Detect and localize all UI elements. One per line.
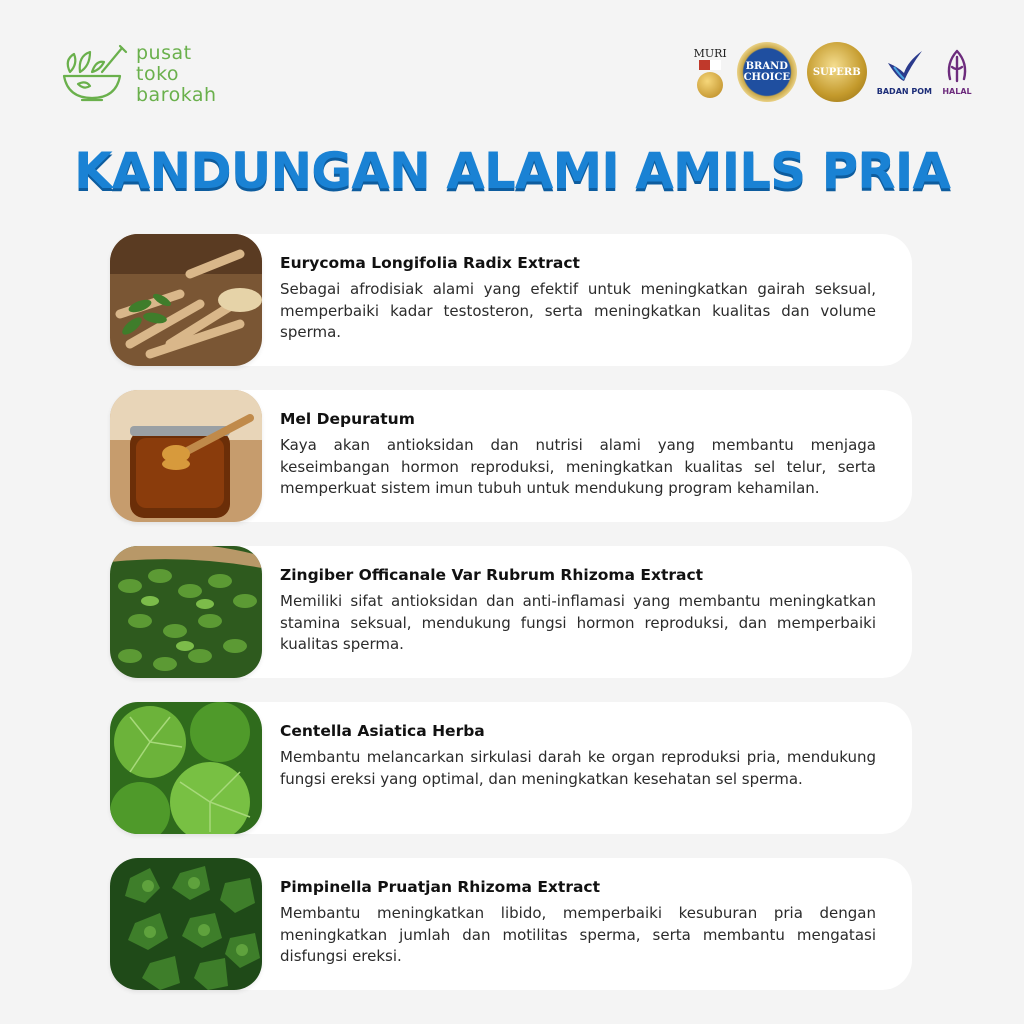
bpom-check-icon [884, 49, 924, 85]
tongkat-ali-roots-image [110, 234, 262, 366]
brand-line-2: toko [136, 62, 180, 85]
medal-icon [697, 72, 723, 98]
muri-badge [694, 47, 727, 98]
mortar-leaf-icon [56, 42, 128, 106]
certification-badges [694, 42, 972, 102]
ingredient-name: Zingiber Officanale Var Rubrum Rhizoma Extract [280, 566, 704, 584]
ingredient-name: Mel Depuratum [280, 410, 415, 428]
ingredient-card [110, 234, 912, 366]
halal-label: HALAL [942, 86, 972, 96]
ingredient-description: Kaya akan antioksidan dan nutrisi alami yang membantu menjaga keseimbangan hormon reproduksi, meningkatkan kualitas sel telur, serta memperkuat sistem imun tubuh untuk mendukung program kehamilan. [280, 436, 876, 497]
superb-badge: SUPERB [807, 42, 867, 102]
ingredient-name: Eurycoma Longifolia Radix Extract [280, 254, 580, 272]
brand-line-3: barokah [136, 83, 217, 106]
brand-line-1: pusat [136, 41, 192, 64]
ingredient-card [110, 702, 912, 834]
ingredient-description: Membantu melancarkan sirkulasi darah ke organ reproduksi pria, mendukung fungsi ereksi yang optimal, dan meningkatkan kesehatan sel sperma. [280, 748, 876, 788]
halal-icon [942, 49, 972, 87]
ingredient-name: Centella Asiatica Herba [280, 722, 485, 740]
honey-jar-image [110, 390, 262, 522]
ingredient-description: Memiliki sifat antioksidan dan anti-inflamasi yang membantu meningkatkan stamina seksual, mendukung fungsi hormon reproduksi, dan memperbaiki kualitas sperma. [280, 592, 876, 653]
bpom-badge [877, 49, 932, 96]
ingredient-name: Pimpinella Pruatjan Rhizoma Extract [280, 878, 601, 896]
ingredient-card [110, 546, 912, 678]
bpom-label: BADAN POM [876, 86, 932, 96]
muri-label: MURI [693, 46, 727, 60]
brand-logo [56, 42, 217, 106]
gotu-kola-leaves-image [110, 702, 262, 834]
green-leaves-basket-image [110, 546, 262, 678]
ingredient-card [110, 858, 912, 990]
ingredient-description: Membantu meningkatkan libido, memperbaiki kesuburan pria dengan meningkatkan jumlah dan motilitas sperma, serta membantu mengatasi disfungsi ereksi. [280, 904, 876, 965]
page-title: KANDUNGAN ALAMI AMILS PRIA [73, 142, 951, 200]
brand-choice-badge: BRAND CHOICE [737, 42, 797, 102]
ingredient-card [110, 390, 912, 522]
halal-badge [942, 49, 972, 96]
purwoceng-leaves-image [110, 858, 262, 990]
ribbon-icon [699, 60, 721, 70]
brand-name [136, 43, 217, 106]
ingredient-description: Sebagai afrodisiak alami yang efektif untuk meningkatkan gairah seksual, memperbaiki kadar testosteron, serta meningkatkan kualitas dan volume sperma. [280, 280, 876, 341]
